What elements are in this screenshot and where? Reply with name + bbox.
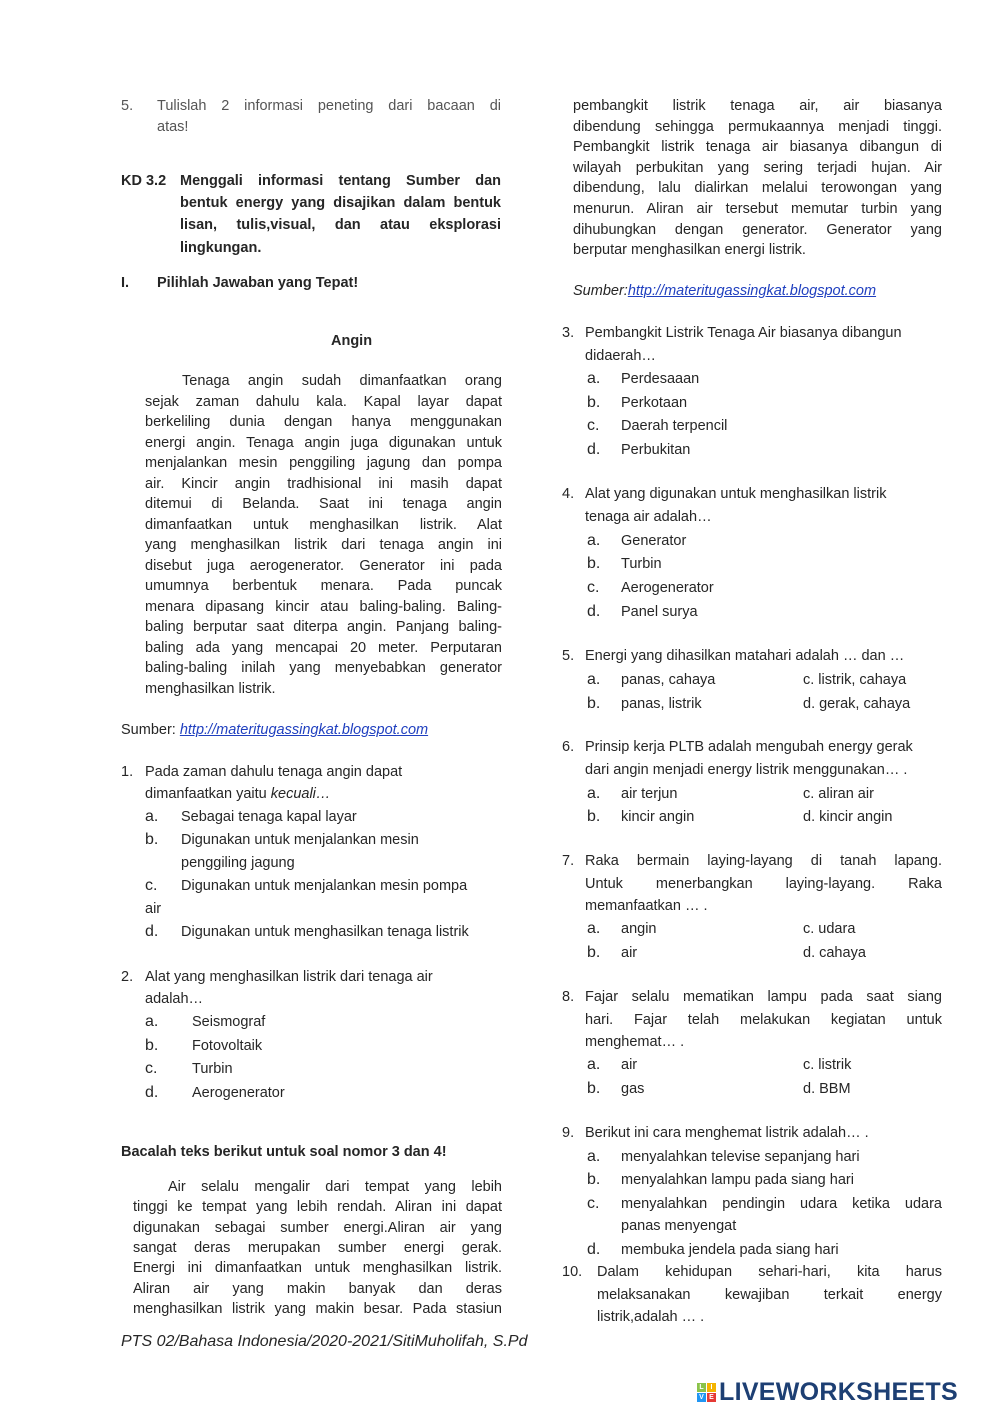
option-letter[interactable]: d. [587, 603, 601, 620]
option-text[interactable]: panas, cahaya [621, 672, 716, 688]
option-letter[interactable]: d. [587, 1241, 601, 1258]
question-text: menghemat… . [585, 1034, 685, 1050]
passage-line: digunakan sebagai sumber energi.Aliran air yang [133, 1219, 502, 1236]
passage-line: umumnya berbentuk menara. Pada puncak [145, 578, 502, 594]
passage-line: berputar menghasilkan energi listrik. [573, 242, 806, 259]
option-text[interactable]: Panel surya [621, 604, 698, 620]
question-text: Prinsip kerja PLTB adalah mengubah energy gerak [585, 739, 913, 755]
passage-line: ditemui di Belanda. Saat ini tenaga angin [145, 496, 502, 512]
option-letter[interactable]: d. [145, 923, 159, 940]
question-number: 8. [562, 989, 575, 1005]
option-text[interactable]: kincir angin [621, 809, 695, 825]
question-number: 10. [562, 1264, 583, 1280]
question-number: 9. [562, 1125, 575, 1141]
passage-line: menghasilkan listrik. [145, 680, 276, 697]
option-letter[interactable]: b. [145, 831, 159, 848]
passage-line: disebut juga aerogenerator. Generator ini pada [145, 557, 502, 574]
logo-text: LIVEWORKSHEETS [719, 1378, 958, 1406]
option-text[interactable]: angin [621, 921, 657, 937]
question-number: 2. [121, 969, 134, 985]
passage-line: dibendung sehingga permukaannya menjadi tinggi. [573, 118, 942, 135]
passage-line: menghasilkan listrik yang makin besar. Pada stasiun [133, 1300, 502, 1317]
option-letter[interactable]: a. [587, 671, 601, 688]
logo-icon [697, 1383, 716, 1402]
liveworksheets-logo [697, 1378, 958, 1407]
option-letter[interactable]: c. [145, 877, 158, 894]
passage-line: wilayah perbukitan yang sering terjadi hujan. Air [573, 159, 942, 176]
question-text: Dalam kehidupan sehari-hari, kita harus [597, 1264, 942, 1280]
question-number: 6. [562, 739, 575, 755]
option-letter[interactable]: b. [587, 555, 601, 572]
option-letter[interactable]: d. [587, 441, 601, 458]
option-text[interactable]: Aerogenerator [192, 1085, 285, 1101]
question-number: 4. [562, 486, 575, 502]
option-text[interactable]: Perdesaaan [621, 371, 700, 387]
option-letter[interactable]: a. [587, 1148, 601, 1165]
option-text[interactable]: Turbin [192, 1061, 233, 1077]
option-text-right[interactable]: d. BBM [803, 1081, 851, 1097]
question-text-emphasis: kecuali… [270, 786, 331, 802]
source-link[interactable]: http://materitugassingkat.blogspot.com [627, 283, 877, 299]
question-text: dari angin menjadi energy listrik menggunakan… . [585, 761, 908, 778]
option-text-right[interactable]: c. listrik [803, 1057, 852, 1073]
option-text[interactable]: Generator [621, 533, 687, 549]
passage-line: Energi ini dimanfaatkan untuk menghasilkan listrik. [133, 1260, 502, 1277]
option-letter[interactable]: b. [587, 808, 601, 825]
question-text: listrik,adalah … . [597, 1309, 705, 1325]
section-title: Pilihlah Jawaban yang Tepat! [157, 275, 359, 291]
option-text[interactable]: menyalahkan pendingin udara ketika udara [621, 1196, 942, 1212]
question-number: 5. [121, 98, 134, 114]
logo-letter: I [707, 1383, 716, 1392]
option-text-right[interactable]: c. listrik, cahaya [803, 672, 907, 688]
question-text: atas! [157, 119, 189, 135]
option-text-right[interactable]: d. kincir angin [803, 809, 893, 825]
question-text: Alat yang digunakan untuk menghasilkan listrik [585, 486, 887, 502]
question-text: Fajar selalu mematikan lampu pada saat siang [585, 989, 942, 1005]
instruction: Bacalah teks berikut untuk soal nomor 3 dan 4! [121, 1144, 447, 1160]
option-text[interactable]: membuka jendela pada siang hari [621, 1242, 839, 1258]
option-text[interactable]: air terjun [621, 786, 678, 802]
option-letter[interactable]: b. [587, 1080, 601, 1097]
logo-letter: L [697, 1383, 706, 1392]
option-text[interactable]: Digunakan untuk menjalankan mesin [181, 832, 419, 848]
option-text[interactable]: air [621, 1057, 638, 1073]
source-label: Sumber: [573, 283, 628, 299]
passage-line: dihubungkan dengan generator. Generator yang [573, 221, 942, 238]
option-letter[interactable]: a. [587, 1056, 601, 1073]
question-text-part: dimanfaatkan yaitu [145, 786, 271, 802]
option-letter[interactable]: a. [145, 808, 159, 825]
logo-letter: E [707, 1393, 716, 1402]
kd-text: lisan, tulis,visual, dan atau eksplorasi [180, 217, 501, 233]
passage-line: Tenaga angin sudah dimanfaatkan orang [182, 373, 502, 389]
passage-line: tinggi ke tempat yang lebih rendah. Aliran ini dapat [133, 1199, 502, 1216]
passage-line: dimanfaatkan untuk menghasilkan listrik. Alat [145, 516, 502, 533]
passage-line: pembangkit listrik tenaga air, air biasanya [573, 98, 942, 114]
question-text: Tulislah 2 informasi peneting dari bacaan di [157, 98, 501, 114]
option-letter[interactable]: a. [587, 532, 601, 549]
question-text: Alat yang menghasilkan listrik dari tenaga air [145, 969, 433, 985]
option-text[interactable]: panas menyengat [621, 1218, 737, 1234]
option-text[interactable]: penggiling jagung [181, 855, 295, 871]
passage-line: baling-baling inilah yang menyebabkan generator [145, 660, 502, 676]
option-letter[interactable]: c. [587, 417, 600, 434]
question-text: tenaga air adalah… [585, 508, 712, 525]
option-text[interactable]: Fotovoltaik [192, 1038, 263, 1054]
option-text[interactable]: Digunakan untuk menghasilkan tenaga listrik [181, 924, 469, 940]
option-letter[interactable]: a. [145, 1013, 159, 1030]
passage-line: berkeliling dunia dengan hanya menggunakan [145, 414, 502, 430]
source-label: Sumber: [121, 722, 176, 738]
passage-line: Aliran air yang makin banyak dan deras [133, 1280, 502, 1297]
question-text: Raka bermain laying-layang di tanah lapang. [585, 853, 942, 869]
option-text[interactable]: air [145, 901, 162, 917]
option-text[interactable]: Perbukitan [621, 442, 691, 458]
question-text: Pada zaman dahulu tenaga angin dapat [145, 764, 403, 780]
option-letter[interactable]: b. [587, 695, 601, 712]
question-text: memanfaatkan … . [585, 898, 708, 914]
option-text[interactable]: Turbin [621, 556, 662, 572]
question-text: adalah… [145, 991, 204, 1007]
passage-line: baling ada yang mencapai 20 meter. Perputaran [145, 639, 502, 656]
passage-line: menurun. Aliran air tersebut memutar turbin yang [573, 201, 942, 217]
kd-text: bentuk energy yang disajikan dalam bentuk [180, 195, 501, 211]
option-letter[interactable]: c. [587, 1195, 600, 1212]
passage-line: air. Kincir angin tradhisional ini masih dapat [145, 475, 502, 492]
passage-line: sejak zaman dahulu kala. Kapal layar dapat [145, 393, 502, 410]
option-text[interactable]: Perkotaan [621, 395, 688, 411]
question-number: 5. [562, 648, 575, 664]
option-letter[interactable]: d. [145, 1084, 159, 1101]
passage-line: energi angin. Tenaga angin juga digunakan untuk [145, 434, 502, 451]
option-text[interactable]: Digunakan untuk menjalankan mesin pompa [181, 878, 468, 894]
logo-letter: V [697, 1393, 706, 1402]
option-text[interactable]: menyalahkan lampu pada siang hari [621, 1172, 854, 1188]
question-text [145, 784, 330, 804]
kd-text: Menggali informasi tentang Sumber dan [180, 173, 501, 189]
question-text: didaerah… [585, 347, 656, 364]
passage-line: Pembangkit listrik tenaga air biasanya dibangun di [573, 139, 942, 156]
question-text: hari. Fajar telah melakukan kegiatan untuk [585, 1011, 942, 1028]
option-letter[interactable]: a. [587, 920, 601, 937]
option-letter[interactable]: b. [145, 1037, 159, 1054]
option-text[interactable]: menyalahkan televise sepanjang hari [621, 1149, 860, 1165]
passage-line: dibendung, lalu dialirkan melalui terowongan yang [573, 180, 942, 197]
source-line [121, 720, 428, 740]
passage-line: baling berputar saat diterpa angin. Panjang baling- [145, 619, 502, 635]
passage-line: menara dipasang kincir atau baling-baling. Baling- [145, 598, 502, 615]
question-text: Energi yang dihasilkan matahari adalah … dan … [585, 648, 905, 664]
passage-line: sangat deras merupakan sumber energi gerak. [133, 1239, 502, 1256]
question-number: 7. [562, 853, 575, 869]
passage-line: Air selalu mengalir dari tempat yang lebih [168, 1179, 502, 1195]
option-text[interactable]: Aerogenerator [621, 580, 714, 596]
option-text[interactable]: Daerah terpencil [621, 418, 728, 434]
option-letter[interactable]: b. [587, 944, 601, 961]
option-letter[interactable]: b. [587, 394, 601, 411]
option-letter[interactable]: c. [145, 1060, 158, 1077]
passage-title: Angin [331, 333, 373, 349]
option-letter[interactable]: b. [587, 1171, 601, 1188]
source-line [573, 281, 876, 301]
question-text: melaksanakan kewajiban terkait energy [597, 1286, 942, 1303]
kd-label: KD 3.2 [121, 173, 167, 189]
option-text-right[interactable]: d. gerak, cahaya [803, 696, 911, 712]
passage-line: menjalankan mesin penggiling jagung dan pompa [145, 455, 502, 471]
option-text[interactable]: Seismograf [192, 1014, 266, 1030]
question-text: Berikut ini cara menghemat listrik adalah… . [585, 1125, 869, 1141]
option-text[interactable]: gas [621, 1081, 645, 1097]
option-text[interactable]: Sebagai tenaga kapal layar [181, 809, 357, 825]
question-text: Pembangkit Listrik Tenaga Air biasanya dibangun [585, 325, 902, 341]
footer: PTS 02/Bahasa Indonesia/2020-2021/SitiMuholifah, S.Pd [121, 1333, 528, 1350]
kd-text: lingkungan. [180, 240, 262, 256]
option-text-right[interactable]: c. aliran air [803, 786, 874, 802]
source-link[interactable]: http://materitugassingkat.blogspot.com [179, 722, 429, 738]
option-letter[interactable]: c. [587, 579, 600, 596]
section-number: I. [121, 275, 130, 291]
option-letter[interactable]: a. [587, 785, 601, 802]
option-text-right[interactable]: c. udara [803, 921, 856, 937]
option-text[interactable]: panas, listrik [621, 696, 702, 712]
question-number: 3. [562, 325, 575, 341]
passage-line: yang menghasilkan listrik dari tenaga angin ini [145, 537, 502, 553]
option-text-right[interactable]: d. cahaya [803, 945, 866, 961]
question-text: Untuk menerbangkan laying-layang. Raka [585, 875, 942, 892]
question-number: 1. [121, 764, 134, 780]
option-text[interactable]: air [621, 945, 638, 961]
option-letter[interactable]: a. [587, 370, 601, 387]
